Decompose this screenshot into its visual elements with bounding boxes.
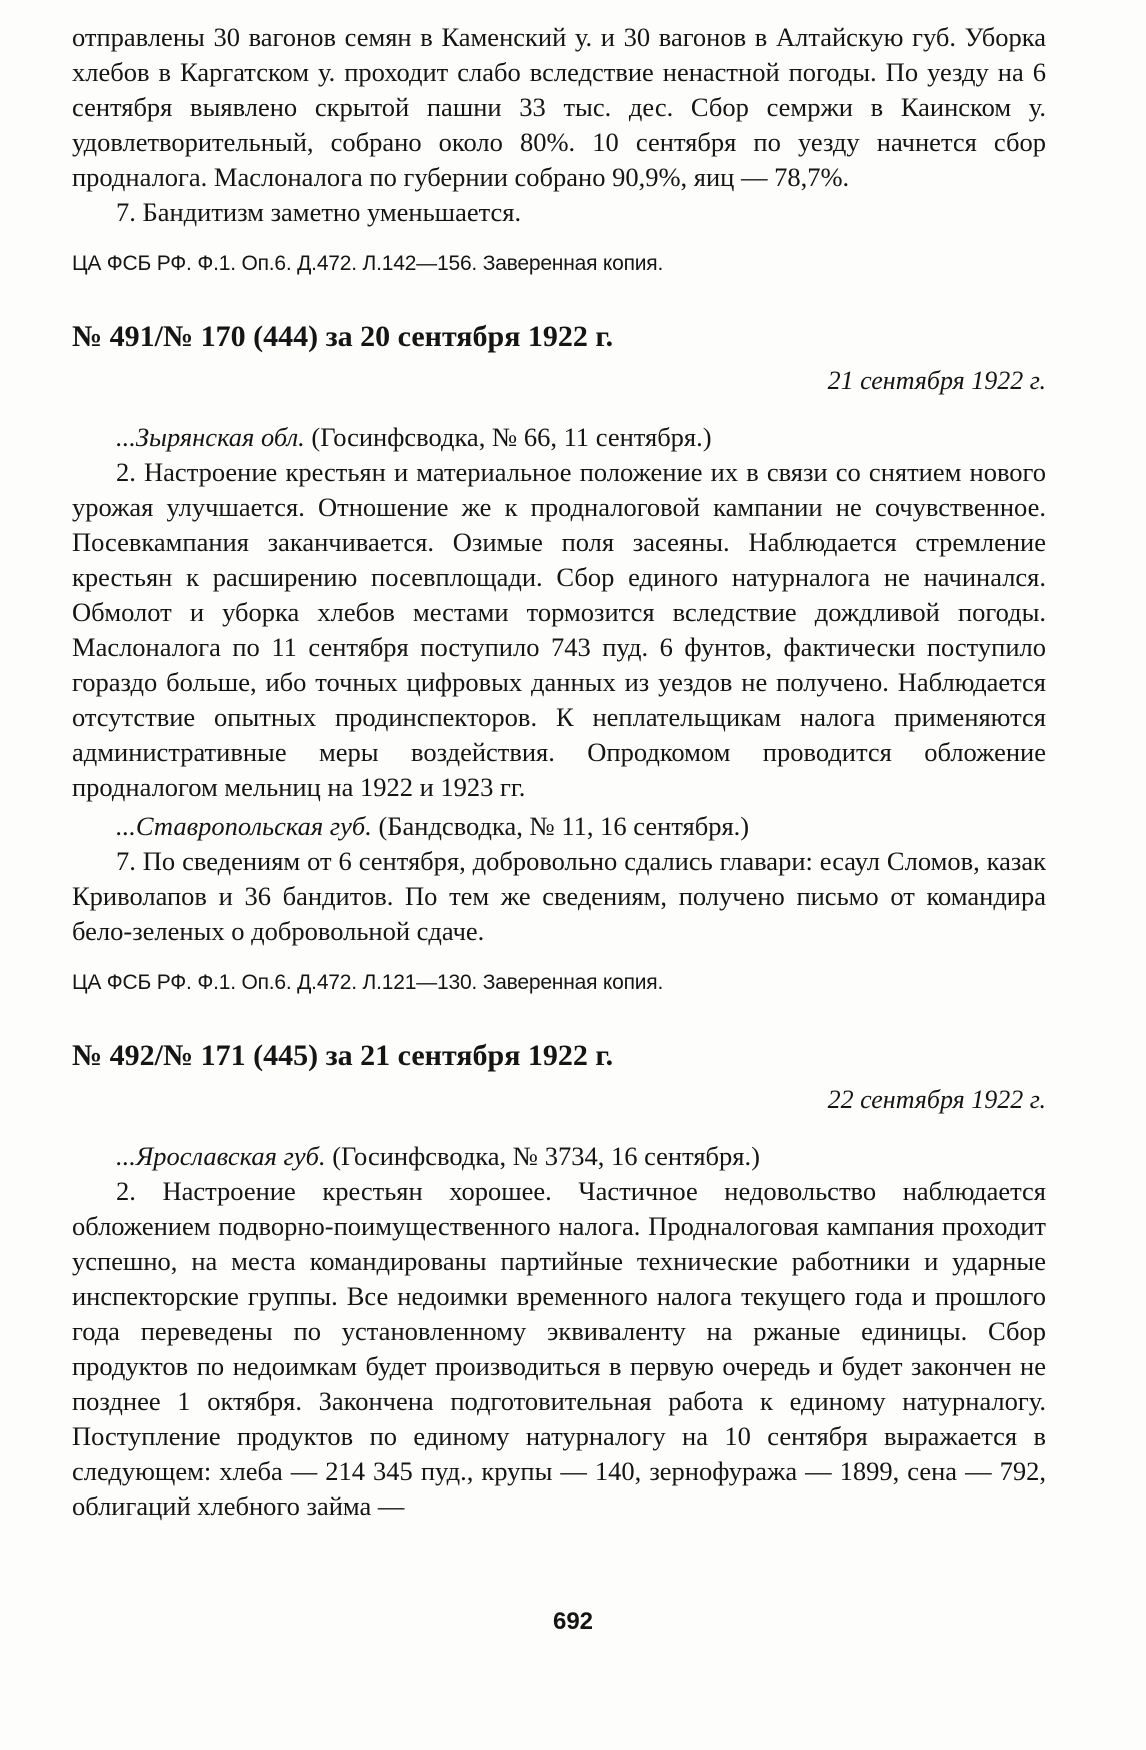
archive-source: ЦА ФСБ РФ. Ф.1. Оп.6. Д.472. Л.142—156. Заверенная копия. [72, 252, 664, 275]
intro-paragraph: отправлены 30 вагонов семян в Каменский у. и 30 вагонов в Алтайскую губ. Уборка хлебов в Каргатском у. проходит слабо вследствие ненастной погоды. По уезду на 6 сентября выявлено скрытой пашни 33 тыс. дес. Сбор семржи в Каинском у. удовлетворительный, собрано около 80%. 10 сентября по уезду начнется сбор продналога. Маслоналога по губернии собрано 90,9%, яиц — 78,7%. [72, 22, 1046, 192]
section-date-491: 21 сентября 1922 г. [827, 366, 1046, 395]
region-reference: (Госинфсводка, № 66, 11 сентября.) [304, 422, 712, 452]
report-paragraph: 7. По сведениям от 6 сентября, добровольно сдались главари: есаул Сломов, казак Криволапов и 36 бандитов. По тем же сведениям, получено письмо от командира бело-зеленых о добровольной сдаче. [72, 846, 1046, 946]
section-heading-492: № 492/№ 171 (445) за 21 сентября 1922 г. [72, 1039, 614, 1072]
section-heading-491: № 491/№ 170 (444) за 20 сентября 1922 г. [72, 320, 614, 353]
section-date-492: 22 сентября 1922 г. [827, 1085, 1046, 1114]
region-reference: (Госинфсводка, № 3734, 16 сентября.) [325, 1141, 760, 1171]
region-line [72, 420, 1046, 455]
page-number: 692 [552, 1608, 594, 1635]
region-line [72, 809, 1046, 844]
region-name: ...Ставропольская губ. [116, 811, 372, 841]
report-paragraph: 2. Настроение крестьян хорошее. Частичное недовольство наблюдается обложением подворно-поимущественного налога. Продналоговая кампания проходит успешно, на места командированы партийные технические работники и ударные инспекторские группы. Все недоимки временного налога текущего года и прошлого года переведены по установленному эквиваленту на ржаные единицы. Сбор продуктов по недоимкам будет производиться в первую очередь и будет закончен не позднее 1 октября. Закончена подготовительная работа к единому натурналогу. Поступление продуктов по единому натурналогу на 10 сентября выражается в следующем: хлеба — 214 345 пуд., крупы — 140, зернофуража — 1899, сена — 792, облигаций хлебного займа — [72, 1176, 1046, 1521]
region-reference: (Бандсводка, № 11, 16 сентября.) [371, 811, 750, 841]
region-line [72, 1139, 1046, 1174]
region-name: ...Ярославская губ. [116, 1141, 326, 1171]
banditism-paragraph: 7. Бандитизм заметно уменьшается. [116, 197, 522, 227]
report-paragraph: 2. Настроение крестьян и материальное положение их в связи со снятием нового урожая улучшается. Отношение же к продналоговой кампании не сочувственное. Посевкампания заканчивается. Озимые поля засеяны. Наблюдается стремление крестьян к расширению посевплощади. Сбор единого натурналога не начинался. Обмолот и уборка хлебов местами тормозится вследствие дождливой погоды. Маслоналога по 11 сентября поступило 743 пуд. 6 фунтов, фактически поступило гораздо больше, ибо точных цифровых данных из уездов не получено. Наблюдается отсутствие опытных продинспекторов. К неплательщикам налога применяются административные меры воздействия. Опродкомом проводится обложение продналогом мельниц на 1922 и 1923 гг. [72, 457, 1046, 802]
region-name: ...Зырянская обл. [116, 422, 305, 452]
archive-source: ЦА ФСБ РФ. Ф.1. Оп.6. Д.472. Л.121—130. Заверенная копия. [72, 971, 664, 994]
